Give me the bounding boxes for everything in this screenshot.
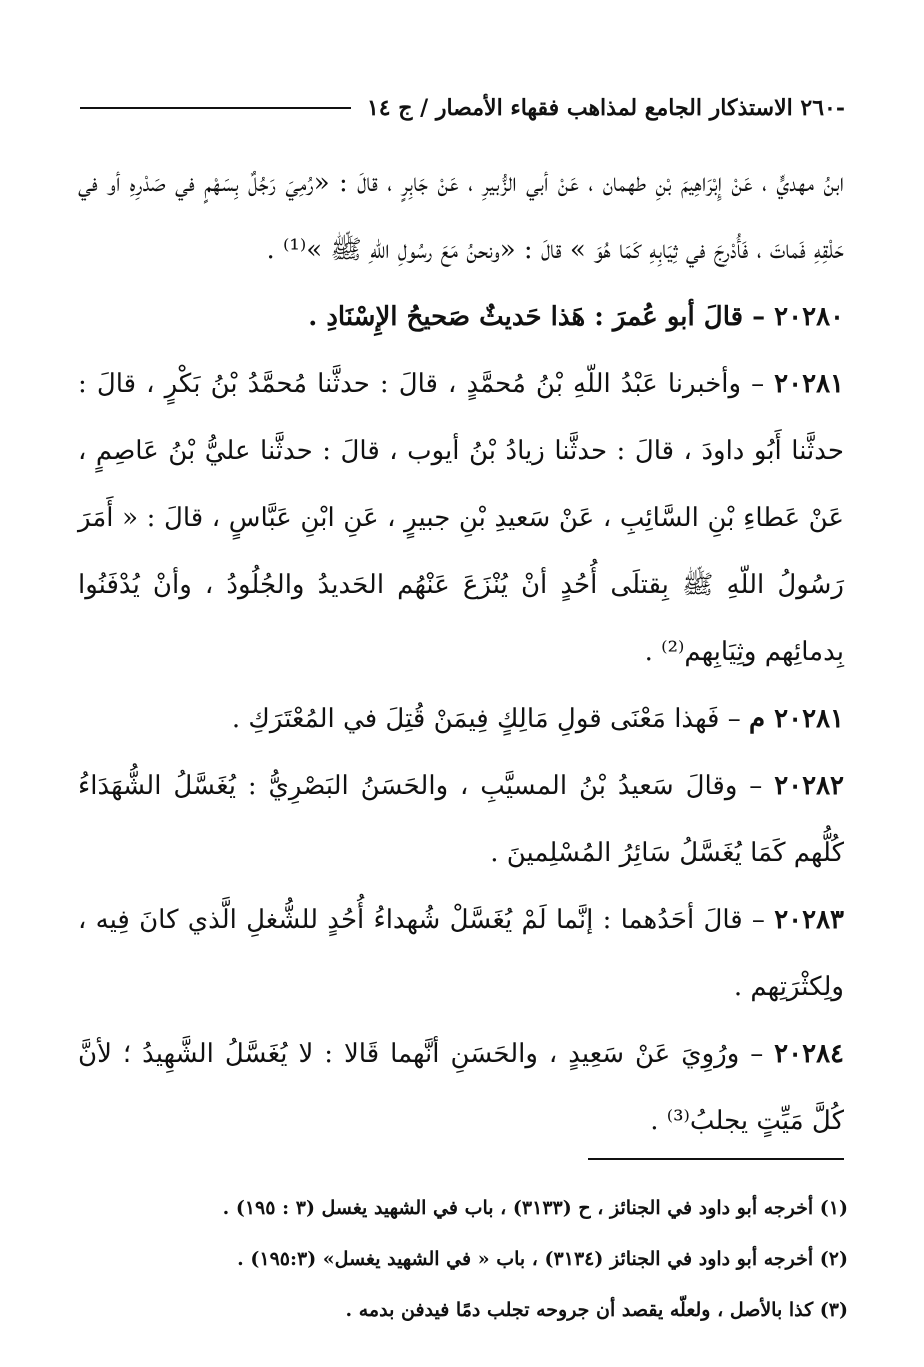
footnote-1: (١) أخرجه أبو داود في الجنائز ، ح (٣١٣٣) ، باب في الشهيد يغسل (٣ : ١٩٥) . (222, 1197, 848, 1219)
paragraph-number: ٢٠٢٨١ (774, 369, 844, 399)
paragraph-text: ابنُ مهديٍّ ، عَنْ إِبْرَاهِيمَ بْنِ طهمان ، عَنْ أبي الزُّبيرِ ، عَنْ جَابِرٍ ، قالَ : «رُمِيَ رَجُلٌ بِسَهْمٍ في صَدْرِهِ أو في حَلْقِهِ فَماتَ ، فَأُدْرِجَ في ثِيَابِهِ كَمَا هُوَ » قالَ : «ونحنُ مَعَ رسُولِ اللّهِ ﷺ »⁽¹⁾ . (78, 168, 844, 265)
running-header (80, 88, 845, 128)
main-text (78, 150, 844, 1155)
header-rule (80, 107, 351, 109)
paragraph-20281 (78, 351, 844, 686)
paragraph-text: – وأخبرنا عَبْدُ اللّهِ بْنُ مُحمَّدٍ ، قالَ : حدثَّنا مُحمَّدُ بْنُ بَكْرٍ ، قالَ : حدثَّنا أَبُو داودَ ، قالَ : حدثَّنا زيادُ بْنُ أيوب ، قالَ : حدثَّنا عليُّ بْنُ عَاصِمٍ ، عَنْ عَطاءِ بْنِ السَّائِبِ ، عَنْ سَعيدِ بْنِ جبيرٍ ، عَنِ ابْنِ عَبَّاسٍ ، قالَ : « أَمَرَ رَسُولُ اللّهِ ﷺ بِقتلَى أُحُدٍ أنْ يُنْزَعَ عَنْهُم الحَديدُ والجُلُودُ ، وأنْ يُدْفَنُوا بِدمائِهم وثِيَابِهم⁽²⁾ . (78, 369, 844, 667)
footnotes (100, 1183, 848, 1336)
paragraph-number: ٢٠٢٨٢ (774, 771, 845, 801)
paragraph-text: – فَهذا مَعْنَى قولِ مَالِكٍ فِيمَنْ قُتِلَ في المُعْتَرَكِ . (231, 704, 741, 734)
paragraph-20281m (78, 686, 844, 753)
paragraph-text: – وقالَ سَعيدُ بْنُ المسيَّبِ ، والحَسَنُ البَصْرِيُّ : يُغَسَّلُ الشُّهَدَاءُ كُلُّهم كَمَا يُغَسَّلُ سَائِرُ المُسْلِمينَ . (78, 771, 844, 868)
paragraph-number: ٢٠٢٨٠ (774, 302, 844, 332)
paragraph-number: ٢٠٢٨٤ (774, 1039, 844, 1069)
paragraph-number: ٢٠٢٨٣ (774, 905, 845, 935)
paragraph-20282 (78, 753, 844, 887)
footnote-2: (٢) أخرجه أبو داود في الجنائز (٣١٣٤) ، باب « في الشهيد يغسل» (١٩٥:٣) . (237, 1248, 848, 1270)
footnote-separator (588, 1158, 844, 1160)
paragraph-text: – قالَ أحَدُهما : إنَّما لَمْ يُغَسَّلْ شُهداءُ أُحُدٍ للشُّغلِ الَّذي كانَ فِيه ، ولِكثْرَتِهم . (78, 905, 844, 1002)
paragraph-hadith-continuation (78, 150, 844, 284)
header-title: -٢٦٠ الاستذكار الجامع لمذاهب فقهاء الأمصار / ج ١٤ (366, 95, 845, 121)
paragraph-text: – قالَ أبو عُمرَ : هَذا حَديثٌ صَحيحُ الإِسْنَادِ . (308, 302, 766, 332)
footnote-3: (٣) كذا بالأصل ، ولعلّه يقصد أن جروحه تجلب دمًا فيدفن بدمه . (345, 1299, 848, 1321)
paragraph-20283 (78, 887, 844, 1021)
paragraph-number: ٢٠٢٨١ م (749, 704, 844, 734)
paragraph-20284 (78, 1021, 844, 1155)
paragraph-20280 (78, 284, 844, 351)
paragraph-text: – ورُوِيَ عَنْ سَعِيدٍ ، والحَسَنِ أنَّهما قَالا : لا يُغَسَّلُ الشَّهِيدُ ؛ لأنَّ كُلَّ مَيِّتٍ يجلبُ⁽³⁾ . (78, 1039, 844, 1136)
